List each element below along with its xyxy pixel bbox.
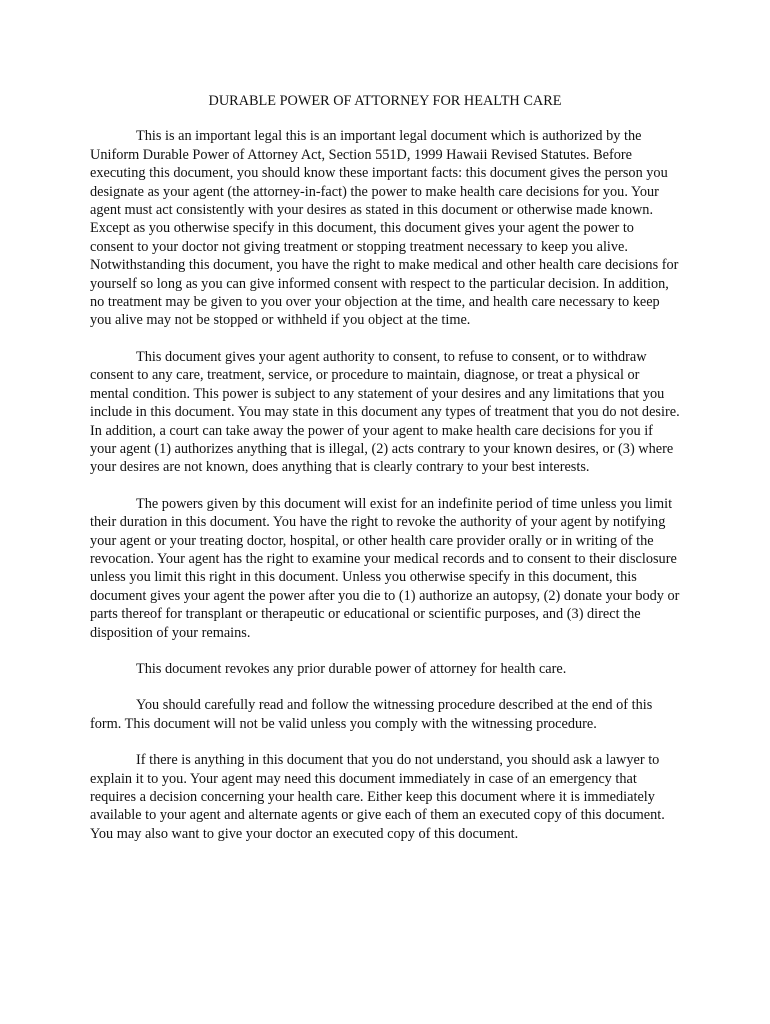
paragraph-agent-authority: This document gives your agent authority to consent, to refuse to consent, or to withdraw consent to any care, treatment, service, or procedure to maintain, diagnose, or treat a physical or mental condition. This power is subject to any statement of your desires and any limitations that you include in this document. You may state in this document any types of treatment that you do not desire. In addition, a court can take away the power of your agent to make health care decisions for you if your agent (1) authorizes anything that is illegal, (2) acts contrary to your known desires, or (3) where your desires are not known, does anything that is clearly contrary to your best interests. [90,348,680,476]
paragraph-revocation: This document revokes any prior durable power of attorney for health care. [136,660,567,677]
document-title: DURABLE POWER OF ATTORNEY FOR HEALTH CARE [208,93,562,109]
document-body [90,92,680,861]
paragraph-intro: This is an important legal this is an important legal document which is authorized by the Uniform Durable Power of Attorney Act, Section 551D, 1999 Hawaii Revised Statutes. Before executing this document, you should know these important facts: this document gives the person you designate as your agent (the attorney-in-fact) the power to make health care decisions for you. Your agent must act consistently with your desires as stated in this document or otherwise made known. Except as you otherwise specify in this document, this document gives your agent the power to consent to your doctor not giving treatment or stopping treatment necessary to keep you alive. Notwithstanding this document, you have the right to make medical and other health care decisions for yourself so long as you can give informed consent with respect to the particular decision. In addition, no treatment may be given to you over your objection at the time, and health care necessary to keep you alive may not be stopped or withheld if you object at the time. [90,128,679,329]
paragraph-lawyer-advice: If there is anything in this document that you do not understand, you should ask a lawyer to explain it to you. Your agent may need this document immediately in case of an emergency that requires a decision concerning your health care. Either keep this document where it is immediately available to your agent and alternate agents or give each of them an executed copy of this document. You may also want to give your doctor an executed copy of this document. [90,752,665,842]
paragraph-powers-duration: The powers given by this document will exist for an indefinite period of time unless you limit their duration in this document. You have the right to revoke the authority of your agent by notifying your agent or your treating doctor, hospital, or other health care provider orally or in writing of the revocation. Your agent has the right to examine your medical records and to consent to their disclosure unless you limit this right in this document. Unless you otherwise specify in this document, this document gives your agent the power after you die to (1) authorize an autopsy, (2) donate your body or parts thereof for transplant or therapeutic or educational or scientific purposes, and (3) direct the disposition of your remains. [90,495,680,641]
paragraph-witnessing: You should carefully read and follow the witnessing procedure described at the end of this form. This document will not be valid unless you comply with the witnessing procedure. [90,697,653,732]
